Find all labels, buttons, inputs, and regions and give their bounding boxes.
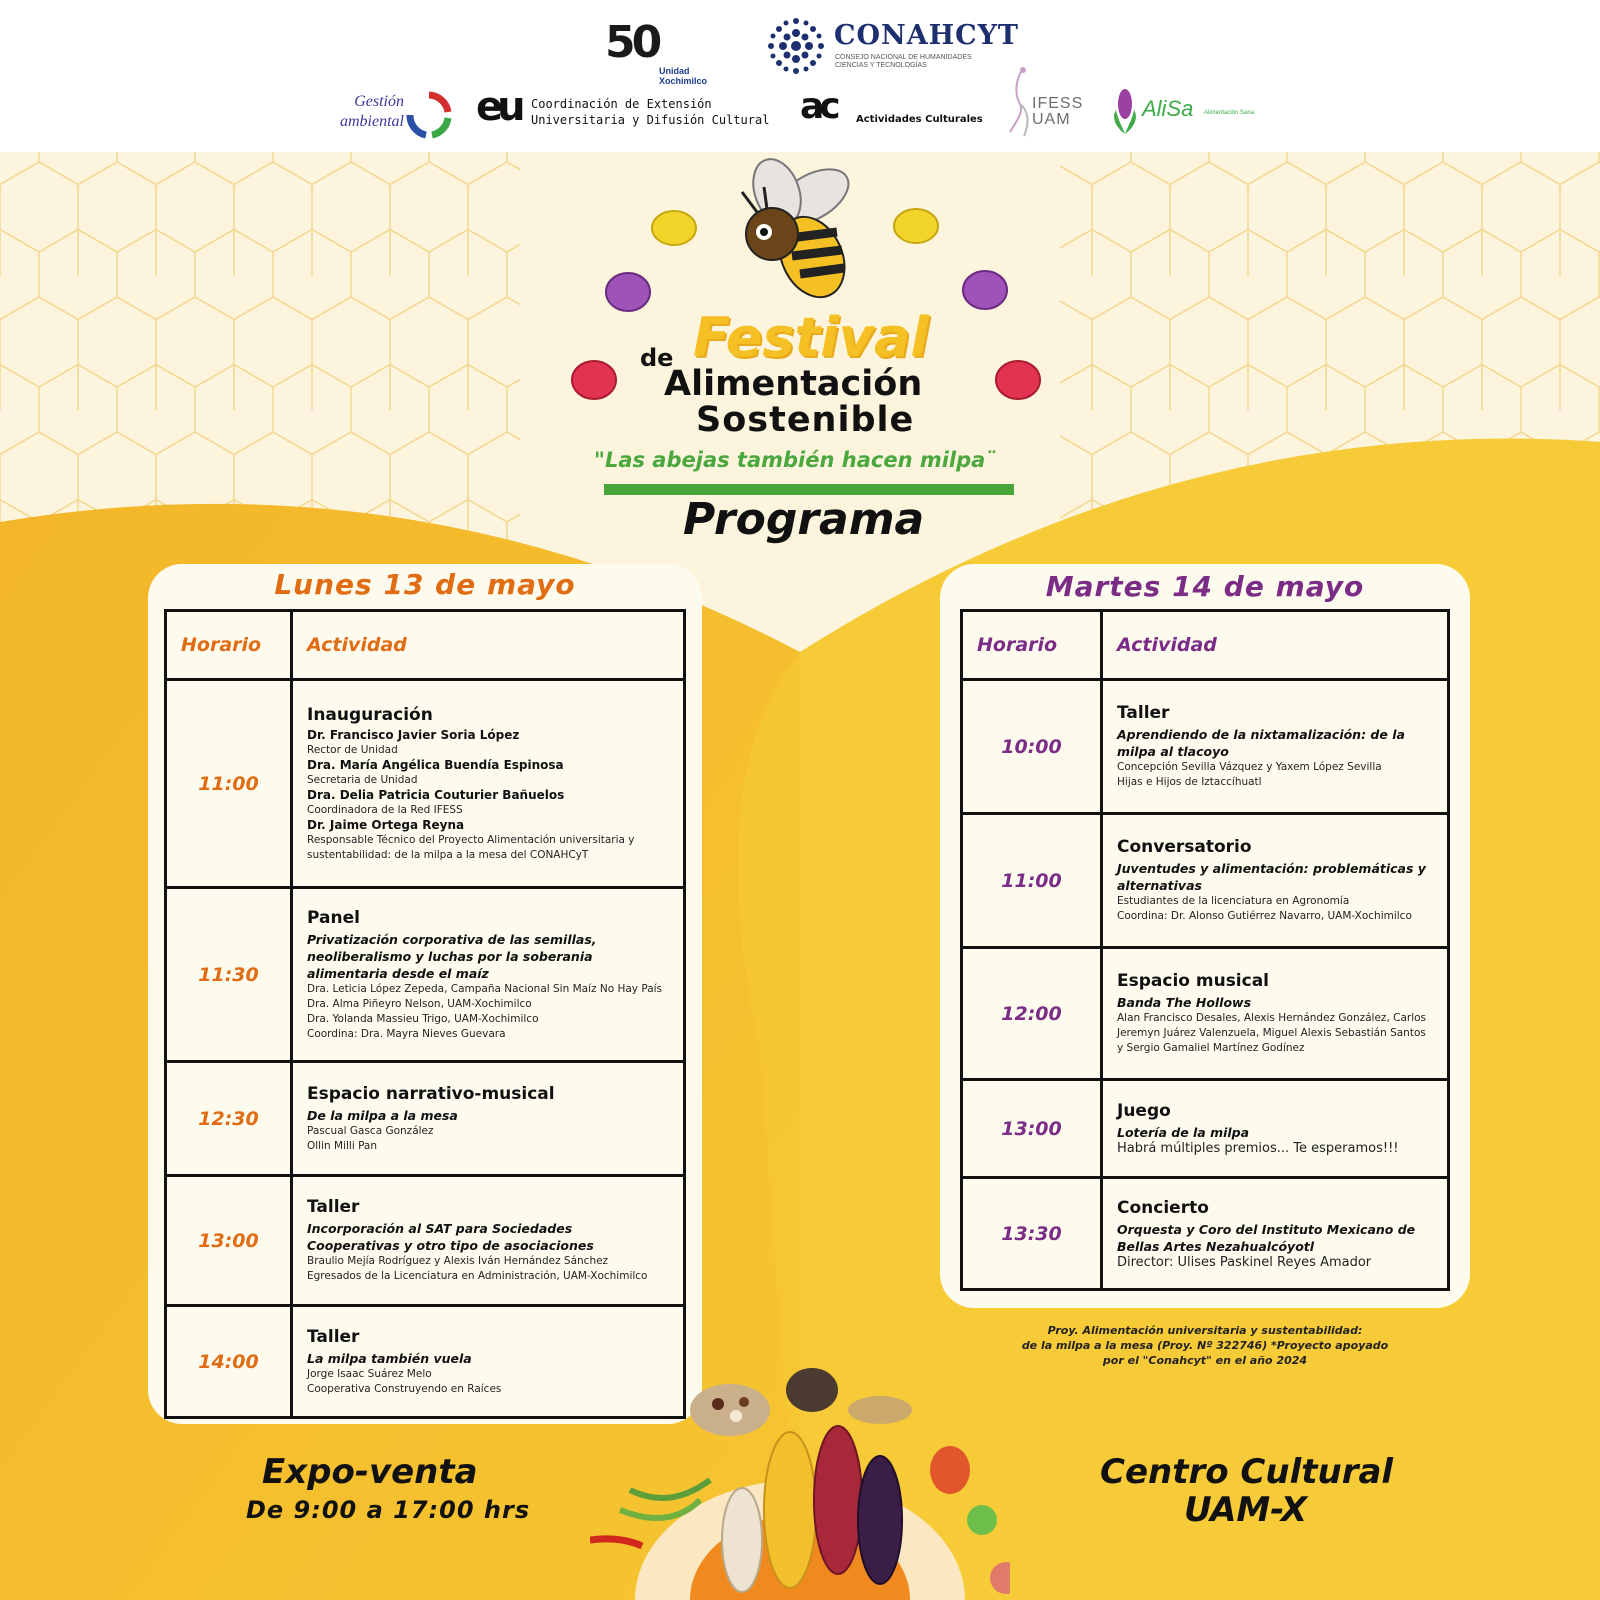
yellow-kernel-icon: [894, 209, 938, 243]
activity-title: Concierto: [1117, 1197, 1209, 1218]
beans-icon: [690, 1384, 770, 1436]
green-beans-icon: [620, 1480, 710, 1518]
activity-cell: Conversatorio Juventudes y alimentación: problemáticas y alternativas Estudiantes de la licenciatura en Agronomía Coordina: Dr. Alonso Gutiérrez Navarro, UAM-Xochimilco: [1102, 814, 1449, 948]
activity-title: Inauguración: [307, 704, 433, 725]
project-note: Proy. Alimentación universitaria y sustentabilidad: de la milpa a la mesa (Proy. Nº 322746) *Proyecto apoyado por el "Conahcyt" en el año 2024: [1021, 1324, 1389, 1367]
activity-cell: Concierto Orquesta y Coro del Instituto Mexicano de Bellas Artes Nezahualcóyotl Director: Ulises Paskinel Reyes Amador: [1102, 1178, 1449, 1290]
time-cell: 13:30: [962, 1178, 1102, 1290]
time-cell: 11:00: [166, 680, 292, 888]
white-corn-icon: [722, 1488, 762, 1592]
table-row: [962, 1080, 1449, 1178]
activity-title: Juego: [1117, 1101, 1171, 1121]
uam-logo: 50 Unidad Xochimilco: [605, 17, 708, 86]
title-de: de: [640, 344, 674, 372]
apple-icon: [990, 1562, 1010, 1594]
expo-venta-hours: De 9:00 a 17:00 hrs: [246, 1496, 531, 1524]
programa-heading: Programa: [683, 494, 925, 545]
yellow-kernel-icon: [652, 211, 696, 245]
table-row: [962, 1178, 1449, 1290]
time-cell: 12:30: [166, 1062, 292, 1176]
table-row: [962, 680, 1449, 814]
activity-cell: Panel Privatización corporativa de las semillas, neoliberalismo y luchas por la soberania alimentaria desde el maíz Dra. Leticia López Zepeda, Campaña Nacional Sin Maíz No Hay País Dra. Alma Piñeyro Nelson, UAM-Xochimilco Dra. Yolanda Massieu Trigo, UAM-Xochimilco Coordina: Dra. Mayra Nieves Guevara: [292, 888, 685, 1062]
col-actividad: Actividad: [292, 611, 685, 680]
tuesday-schedule-table: [960, 609, 1450, 1291]
activity-cell: Inauguración Dr. Francisco Javier Soria López Rector de Unidad Dra. María Angélica Buendía Espinosa Secretaria de Unidad Dra. Delia Patricia Couturier Bañuelos Coordinadora de la Red IFESS Dr. Jaime Ortega Reyna Responsable Técnico del Proyecto Alimentación universitaria y sustentabilidad: de la milpa a la mesa del CONAHCyT: [292, 680, 685, 888]
seeds-icon: [786, 1368, 838, 1412]
activity-title: Espacio narrativo-musical: [307, 1083, 555, 1104]
activity-cell: Espacio musical Banda The Hollows Alan Francisco Desales, Alexis Hernández González, Carlos Jeremyn Juárez Valenzuela, Miguel Alexis Sebastián Santos y Sergio Gamaliel Martínez Godínez: [1102, 948, 1449, 1080]
table-header-row: [962, 611, 1449, 680]
red-kernel-icon: [572, 361, 616, 399]
time-cell: 11:00: [962, 814, 1102, 948]
milpa-produce-illustration: [590, 1360, 1010, 1600]
col-horario: Horario: [962, 611, 1102, 680]
monday-day-title: Lunes 13 de mayo: [274, 568, 576, 601]
mango-icon: [930, 1446, 970, 1494]
venue-line2: UAM-X: [1184, 1490, 1308, 1530]
activity-title: Taller: [307, 1326, 360, 1347]
expo-venta-title: Expo-venta: [262, 1452, 478, 1492]
venue-line1: Centro Cultural: [1100, 1452, 1394, 1492]
time-cell: 11:30: [166, 888, 292, 1062]
actividades-culturales-logo: ac Actividades Culturales: [800, 86, 983, 127]
lentils-icon: [848, 1396, 912, 1424]
title-alimentacion: Alimentación: [664, 364, 923, 404]
table-header-row: [166, 611, 685, 680]
title-festival: Festival: [693, 306, 929, 369]
monday-schedule-card: [148, 564, 702, 1424]
time-cell: 13:00: [962, 1080, 1102, 1178]
red-kernel-icon: [996, 361, 1040, 399]
lime-icon: [967, 1505, 997, 1535]
title-sostenible: Sostenible: [696, 400, 915, 440]
purple-kernel-icon: [963, 271, 1007, 309]
monday-schedule-table: [164, 609, 686, 1419]
tuesday-day-title: Martes 14 de mayo: [1045, 570, 1365, 603]
table-row: [166, 1062, 685, 1176]
activity-cell: Taller Incorporación al SAT para Sociedades Cooperativas y otro tipo de asociaciones Braulio Mejía Rodríguez y Alexis Iván Hernández Sánchez Egresados de la Licenciatura en Administración, UAM-Xochimilco: [292, 1176, 685, 1306]
table-row: [166, 1176, 685, 1306]
activity-title: Taller: [1117, 703, 1170, 723]
conahcyt-logo: CONAHCYT CONSEJO NACIONAL DE HUMANIDADES CIENCIAS Y TECNOLOGÍAS: [766, 16, 1016, 78]
time-cell: 13:00: [166, 1176, 292, 1306]
activity-cell: Taller Aprendiendo de la nixtamalización: de la milpa al tlacoyo Concepción Sevilla Vázquez y Yaxem López Sevilla Hijas e Hijos de Iztaccíhuatl: [1102, 680, 1449, 814]
activity-title: Espacio musical: [1117, 971, 1270, 991]
table-row: [166, 888, 685, 1062]
red-corn-icon: [814, 1426, 862, 1574]
gestion-ambiental-logo: Gestión ambiental: [322, 90, 458, 138]
chili-icon: [590, 1539, 642, 1546]
activity-cell: Taller La milpa también vuela Jorge Isaac Suárez Melo Cooperativa Construyendo en Raíces: [292, 1306, 685, 1418]
activity-title: Taller: [307, 1197, 360, 1217]
extension-universitaria-logo: eu Coordinación de Extensión Universitaria y Difusión Cultural: [476, 84, 770, 130]
table-row: [962, 948, 1449, 1080]
time-cell: 12:00: [962, 948, 1102, 1080]
tuesday-schedule-card: [940, 564, 1470, 1308]
alisa-logo: AliSa Alimentación Sana: [1108, 86, 1268, 136]
time-cell: 10:00: [962, 680, 1102, 814]
activity-title: Panel: [307, 907, 360, 928]
activity-cell: Espacio narrativo-musical De la milpa a la mesa Pascual Gasca González Ollin Milli Pan: [292, 1062, 685, 1176]
col-horario: Horario: [166, 611, 292, 680]
activity-cell: Juego Lotería de la milpa Habrá múltiples premios... Te esperamos!!!: [1102, 1080, 1449, 1178]
slogan: "Las abejas también hacen milpa¨: [594, 448, 996, 472]
purple-kernel-icon: [606, 273, 650, 311]
col-actividad: Actividad: [1102, 611, 1449, 680]
table-row: [166, 680, 685, 888]
table-row: [962, 814, 1449, 948]
activity-title: Conversatorio: [1117, 837, 1252, 857]
yellow-corn-icon: [764, 1432, 816, 1588]
time-cell: 14:00: [166, 1306, 292, 1418]
purple-corn-icon: [858, 1456, 902, 1584]
ifess-uam-logo: IFESS UAM: [1006, 66, 1086, 144]
